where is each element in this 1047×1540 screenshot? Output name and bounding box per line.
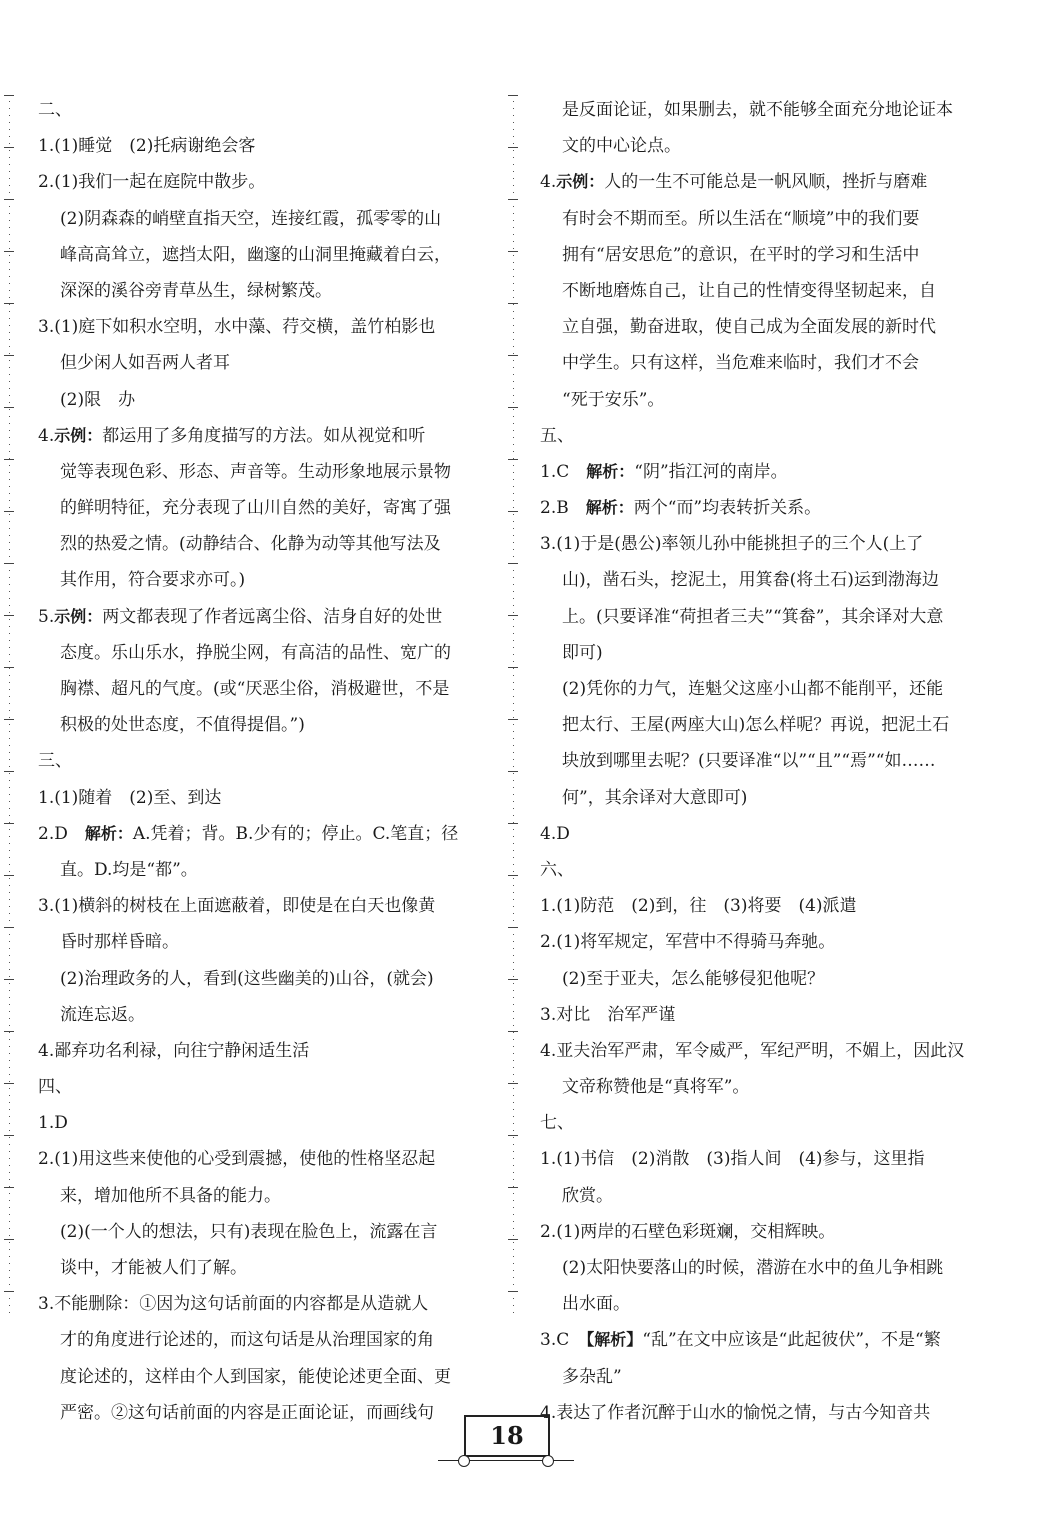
answer-line [540,128,985,164]
answer-line [38,743,488,779]
binding-tick [4,1239,14,1240]
binding-tick [4,355,14,356]
answer-line [38,599,488,635]
answer-text: 出水面。 [562,1294,630,1315]
answer-text: “死于安乐”。 [562,389,665,410]
page-number: 18 [464,1415,550,1457]
binding-tick [4,875,14,876]
answer-line [38,526,488,562]
answer-text: 块放到哪里去呢？(只要译准“以”“且”“焉”“如…… [562,751,936,772]
answer-line [38,707,488,743]
answer-text: 中学生。只有这样，当危难来临时，我们才不会 [562,353,919,374]
binding-tick [508,563,518,564]
answer-text: 欣赏。 [562,1185,613,1206]
answer-keyword: 示例： [556,172,605,192]
binding-tick [4,1083,14,1084]
answer-line [38,635,488,671]
binding-tick [508,615,518,616]
binding-tick [4,407,14,408]
answer-text: 3.(1)于是(愚公)率领儿孙中能挑担子的三个人(上了 [540,534,924,555]
answer-keyword: 解析： [586,461,635,481]
answer-text: 1.D [38,1113,68,1134]
answer-line [38,164,488,200]
answer-line [540,562,985,598]
answer-line [540,852,985,888]
binding-tick [508,771,518,772]
answer-line [38,961,488,997]
answer-text: 文帝称赞他是“真将军”。 [562,1077,750,1098]
answer-text: 两文都表现了作者远离尘俗、洁身自好的处世 [102,606,443,627]
answer-text: 4.亚夫治军严肃，军令威严，军纪严明，不媚上，因此汉 [540,1040,965,1061]
answer-line [540,707,985,743]
answer-line [38,273,488,309]
answer-line [38,1178,488,1214]
binding-tick [508,823,518,824]
answer-keyword: 【解析】 [586,1330,643,1350]
answer-text: 峰高高耸立，遮挡太阳，幽邃的山洞里掩藏着白云， [60,244,451,265]
answer-text: 4. [540,172,557,193]
answer-text: 其作用，符合要求亦可。) [60,570,246,591]
binding-tick [508,459,518,460]
answer-text: 二、 [38,100,72,120]
left-binding-margin [4,95,14,1315]
answer-line [38,1069,488,1105]
answer-text: 3.对比 治军严谨 [540,1004,676,1025]
answer-text: 两个“而”均表转折关系。 [633,498,822,519]
binding-tick [4,719,14,720]
answer-line [540,743,985,779]
answer-text: 2.B [540,498,586,519]
answer-text: 即可) [562,642,603,663]
answer-line [540,345,985,381]
answer-text: (2)阴森森的峭壁直指天空，连接红霞，孤零零的山 [60,208,442,229]
answer-line [540,1359,985,1395]
answer-line [540,1322,985,1358]
binding-tick [4,511,14,512]
answer-line [540,1141,985,1177]
answer-line [38,562,488,598]
answer-text: (2)限 办 [60,389,136,410]
answer-line [38,1033,488,1069]
answer-line [38,201,488,237]
answer-text: 3.(1)横斜的树枝在上面遮蔽着，即使是在白天也像黄 [38,896,436,917]
binding-tick [508,147,518,148]
binding-tick [4,251,14,252]
answer-line [540,201,985,237]
answer-text: 有时会不期而至。所以生活在“顺境”中的我们要 [562,208,920,229]
answer-line [38,816,488,852]
binding-tick [4,1135,14,1136]
page-number-ornament-left [458,1455,470,1467]
answer-line [38,345,488,381]
page-number-ornament-right [542,1455,554,1467]
answer-line [540,454,985,490]
answer-line [38,490,488,526]
answer-text: 3.C [540,1330,587,1351]
binding-tick [508,407,518,408]
answer-text: (2)至于亚夫，怎么能够侵犯他呢？ [562,968,825,989]
answer-text: 2.(1)我们一起在庭院中散步。 [38,172,266,193]
answer-text: 1.(1)睡觉 (2)托病谢绝会客 [38,136,256,157]
answer-text: 2.D [38,823,85,844]
answer-line [38,1105,488,1141]
answer-line [38,1214,488,1250]
binding-tick [4,147,14,148]
answer-line [540,1214,985,1250]
answer-keyword: 解析： [84,823,133,843]
answer-text: 流连忘返。 [60,1004,145,1025]
binding-tick [508,1135,518,1136]
answer-keyword: 示例： [54,425,103,445]
answer-line [38,1322,488,1358]
answer-line [38,671,488,707]
answer-line [38,382,488,418]
answer-line [540,1178,985,1214]
binding-tick [4,199,14,200]
answer-line [540,92,985,128]
answer-text: 胸襟、超凡的气度。(或“厌恶尘俗，消极避世，不是 [60,679,450,699]
binding-tick [508,927,518,928]
answer-line [540,1395,985,1431]
answer-line [38,852,488,888]
answer-line [38,454,488,490]
binding-tick [508,1083,518,1084]
binding-tick [4,303,14,304]
answer-text: 1.(1)书信 (2)消散 (3)指人间 (4)参与，这里指 [540,1149,925,1170]
binding-tick [508,875,518,876]
answer-line [38,309,488,345]
answer-text: 才的角度进行论述的，而这句话是从治理国家的角 [60,1330,434,1351]
binding-tick [508,95,518,96]
answer-text: 深深的溪谷旁青草丛生，绿树繁茂。 [60,280,332,301]
binding-tick [508,979,518,980]
answer-text: 都运用了多角度描写的方法。如从视觉和听 [102,425,426,446]
binding-tick [4,1187,14,1188]
answer-text: 的鲜明特征，充分表现了山川自然的美好，寄寓了强 [60,498,451,519]
answer-line [540,273,985,309]
answer-text: 五、 [540,425,574,446]
answer-text: 谈中，才能被人们了解。 [60,1258,247,1278]
answer-text: 觉等表现色彩、形态、声音等。生动形象地展示景物 [60,461,451,482]
binding-tick [508,1239,518,1240]
answer-line [38,237,488,273]
answer-text: 来，增加他所不具备的能力。 [60,1185,281,1206]
answer-line [38,92,488,128]
answer-text: 度论述的，这样由个人到国家，能使论述更全面、更 [60,1366,451,1387]
binding-tick [4,95,14,96]
binding-tick [4,459,14,460]
binding-tick [4,823,14,824]
answer-line [540,1069,985,1105]
answer-text: (2)治理政务的人，看到(这些幽美的)山谷，(就会) [60,968,434,989]
answer-line [540,164,985,200]
answer-text: 多杂乱” [562,1366,622,1387]
answer-text: (2)太阳快要落山的时候，潜游在水中的鱼儿争相跳 [562,1258,944,1278]
answer-text: 3.不能删除：①因为这句话前面的内容都是从造就人 [38,1294,429,1315]
answer-text: 文的中心论点。 [562,136,681,157]
answer-keyword: 解析： [585,498,634,518]
binding-tick [4,979,14,980]
answer-line [540,526,985,562]
answer-line [38,1250,488,1286]
binding-tick [508,1291,518,1292]
answer-line [540,888,985,924]
binding-tick [508,1031,518,1032]
center-binding-margin [508,95,518,1315]
answer-line [540,1250,985,1286]
answer-text: 态度。乐山乐水，挣脱尘网，有高洁的品性、宽广的 [60,642,451,663]
binding-tick [4,1291,14,1292]
answer-text: 但少闲人如吾两人者耳 [60,353,230,374]
binding-tick [4,667,14,668]
answer-text: 1.(1)防范 (2)到，往 (3)将要 (4)派遣 [540,896,857,917]
answer-text: 何”，其余译对大意即可) [562,787,748,808]
answer-line [540,671,985,707]
answer-column-right [540,92,985,1431]
answer-text: 4. [38,425,55,446]
answer-text: 七、 [540,1113,574,1134]
answer-line [540,418,985,454]
answer-text: 3.(1)庭下如积水空明，水中藻、荇交横，盖竹柏影也 [38,317,436,338]
binding-tick [508,251,518,252]
binding-tick [4,927,14,928]
binding-tick [508,303,518,304]
answer-text: 上。(只要译准“荷担者三夫”“箕畚”，其余译对大意 [562,606,944,627]
binding-tick [508,355,518,356]
answer-text: 是反面论证，如果删去，就不能够全面充分地论证本 [562,100,953,120]
answer-text: 山)，凿石头，挖泥土，用箕畚(将土石)运到渤海边 [562,570,939,591]
answer-text: 5. [38,606,55,627]
answer-line [38,780,488,816]
answer-line [540,309,985,345]
answer-text: “乱”在文中应该是“此起彼伏”，不是“繁 [642,1330,941,1351]
binding-tick [4,615,14,616]
binding-tick [4,563,14,564]
answer-line [38,1286,488,1322]
binding-tick [508,1187,518,1188]
answer-text: “阴”指江河的南岸。 [634,461,788,482]
answer-text: 不断地磨炼自己，让自己的性情变得坚韧起来，自 [562,280,936,301]
answer-text: 4.鄙弃功名利禄，向往宁静闲适生活 [38,1040,310,1061]
answer-text: A.凭着；背。B.少有的；停止。C.笔直；径 [132,823,459,844]
answer-line [38,128,488,164]
binding-tick [508,511,518,512]
answer-line [540,924,985,960]
answer-line [540,961,985,997]
answer-line [38,1395,488,1431]
answer-text: 人的一生不可能总是一帆风顺，挫折与磨难 [604,172,928,193]
binding-tick [508,199,518,200]
answer-line [38,1359,488,1395]
binding-tick [4,771,14,772]
answer-text: 2.(1)将军规定，军营中不得骑马奔驰。 [540,932,836,953]
answer-text: 六、 [540,859,574,880]
answer-text: 严密。②这句话前面的内容是正面论证，而画线句 [60,1402,434,1423]
answer-line [540,382,985,418]
answer-text: 昏时那样昏暗。 [60,932,179,953]
answer-line [38,418,488,454]
answer-line [540,237,985,273]
answer-line [38,924,488,960]
answer-text: 把太行、王屋(两座大山)怎么样呢？再说，把泥土石 [562,715,950,736]
binding-tick [4,1031,14,1032]
answer-line [540,1286,985,1322]
answer-column-left [38,92,488,1431]
answer-keyword: 示例： [54,606,103,626]
answer-line [540,780,985,816]
answer-line [38,997,488,1033]
binding-tick [508,719,518,720]
answer-text: 1.(1)随着 (2)至、到达 [38,787,222,808]
answer-text: 烈的热爱之情。(动静结合、化静为动等其他写法及 [60,534,441,555]
answer-text: 直。D.均是“都”。 [60,859,198,880]
answer-text: 四、 [38,1077,72,1098]
answer-text: 拥有“居安思危”的意识，在平时的学习和生活中 [562,244,920,265]
answer-text: 2.(1)两岸的石壁色彩斑斓，交相辉映。 [540,1221,836,1242]
answer-text: 立自强，勤奋进取，使自己成为全面发展的新时代 [562,317,936,338]
answer-line [540,1033,985,1069]
answer-text: 1.C [540,461,587,482]
answer-text: 2.(1)用这些来使他的心受到震撼，使他的性格坚忍起 [38,1149,436,1170]
answer-line [540,816,985,852]
answer-line [540,1105,985,1141]
answer-line [540,635,985,671]
answer-text: 积极的处世态度，不值得提倡。”) [60,715,305,736]
answer-text: (2)(一个人的想法，只有)表现在脸色上，流露在言 [60,1221,438,1242]
answer-text: 4.表达了作者沉醉于山水的愉悦之情，与古今知音共 [540,1402,931,1423]
answer-line [38,1141,488,1177]
answer-text: (2)凭你的力气，连魁父这座小山都不能削平，还能 [562,679,944,699]
answer-line [38,888,488,924]
answer-line [540,490,985,526]
answer-line [540,599,985,635]
answer-text: 三、 [38,751,72,772]
binding-tick [508,667,518,668]
answer-text: 4.D [540,823,570,844]
answer-line [540,997,985,1033]
